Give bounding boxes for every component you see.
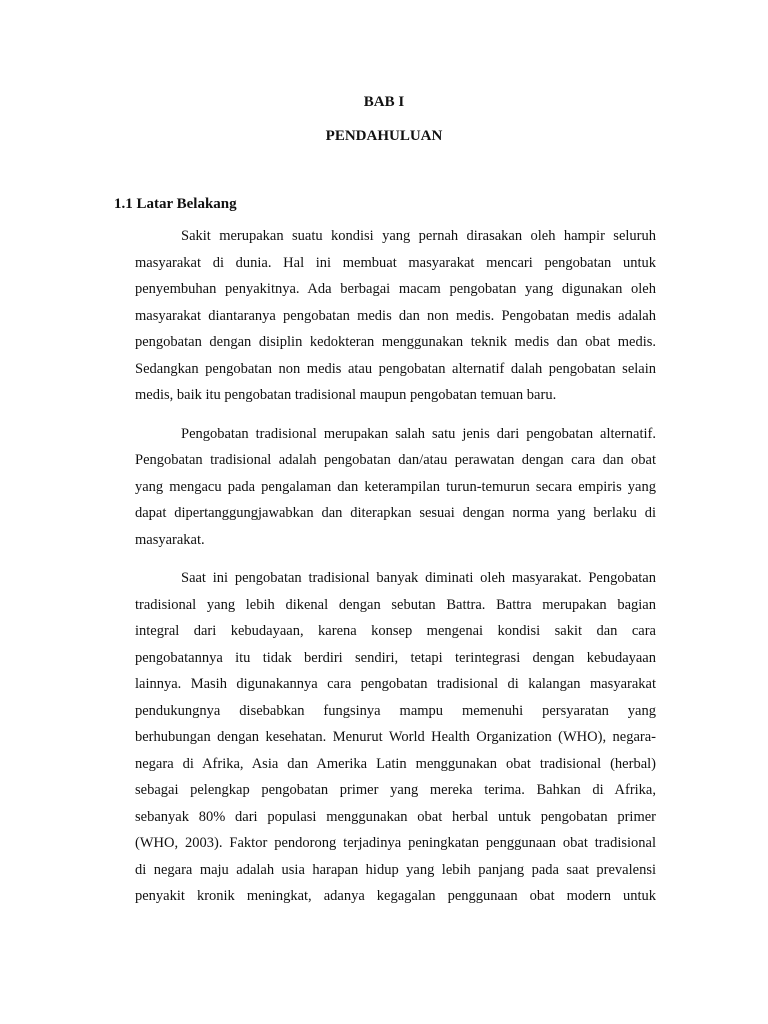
paragraph-line: pengobatan dengan disiplin kedokteran menggunakan teknik medis dan obat medis. — [135, 334, 656, 350]
paragraph-3 — [135, 567, 656, 912]
paragraph-2 — [135, 423, 656, 556]
body-text — [135, 225, 656, 924]
section-heading: 1.1 Latar Belakang — [114, 196, 237, 212]
paragraph-line: pengobatannya itu tidak berdiri sendiri, tetapi terintegrasi dengan kebudayaan — [135, 649, 656, 666]
paragraph-line: masyarakat di dunia. Hal ini membuat masyarakat mencari pengobatan untuk — [135, 254, 656, 271]
paragraph-line: (WHO, 2003). Faktor pendorong terjadinya peningkatan penggunaan obat tradisional — [135, 835, 656, 851]
paragraph-line: Saat ini pengobatan tradisional banyak diminati oleh masyarakat. Pengobatan — [181, 570, 656, 586]
paragraph-line: sebagai pelengkap pengobatan primer yang mereka terima. Bahkan di Afrika, — [135, 782, 656, 798]
paragraph-line: negara di Afrika, Asia dan Amerika Latin menggunakan obat tradisional (herbal) — [135, 755, 656, 772]
paragraph-line: di negara maju adalah usia harapan hidup yang lebih panjang pada saat prevalensi — [135, 861, 656, 878]
paragraph-line: dapat dipertanggungjawabkan dan diterapkan sesuai dengan norma yang berlaku di — [135, 505, 656, 521]
paragraph-line: medis, baik itu pengobatan tradisional maupun pengobatan temuan baru. — [135, 387, 557, 403]
paragraph-1 — [135, 225, 656, 411]
paragraph-line: Pengobatan tradisional adalah pengobatan dan/atau perawatan dengan cara dan obat — [135, 452, 656, 468]
paragraph-line: masyarakat. — [135, 531, 205, 548]
paragraph-line: pendukungnya disebabkan fungsinya mampu memenuhi persyaratan yang — [135, 702, 656, 719]
paragraph-line: Sedangkan pengobatan non medis atau pengobatan alternatif dalah pengobatan selain — [135, 360, 656, 377]
paragraph-line: penyembuhan penyakitnya. Ada berbagai macam pengobatan yang digunakan oleh — [135, 281, 656, 297]
paragraph-line: penyakit kronik meningkat, adanya kegagalan penggunaan obat modern untuk — [135, 888, 656, 904]
paragraph-line: tradisional yang lebih dikenal dengan sebutan Battra. Battra merupakan bagian — [135, 596, 656, 613]
paragraph-line: berhubungan dengan kesehatan. Menurut World Health Organization (WHO), negara- — [135, 729, 656, 745]
paragraph-line: masyarakat diantaranya pengobatan medis dan non medis. Pengobatan medis adalah — [135, 307, 656, 324]
paragraph-line: lainnya. Masih digunakannya cara pengobatan tradisional di kalangan masyarakat — [135, 676, 656, 692]
paragraph-line: yang mengacu pada pengalaman dan keterampilan turun-temurun secara empiris yang — [135, 478, 656, 495]
paragraph-line: Pengobatan tradisional merupakan salah satu jenis dari pengobatan alternatif. — [181, 425, 656, 442]
chapter-number: BAB I — [363, 94, 405, 110]
paragraph-line: Sakit merupakan suatu kondisi yang pernah dirasakan oleh hampir seluruh — [181, 228, 656, 244]
paragraph-line: sebanyak 80% dari populasi menggunakan obat herbal untuk pengobatan primer — [135, 808, 656, 825]
paragraph-line: integral dari kebudayaan, karena konsep mengenai kondisi sakit dan cara — [135, 623, 656, 639]
chapter-title: PENDAHULUAN — [325, 128, 443, 144]
